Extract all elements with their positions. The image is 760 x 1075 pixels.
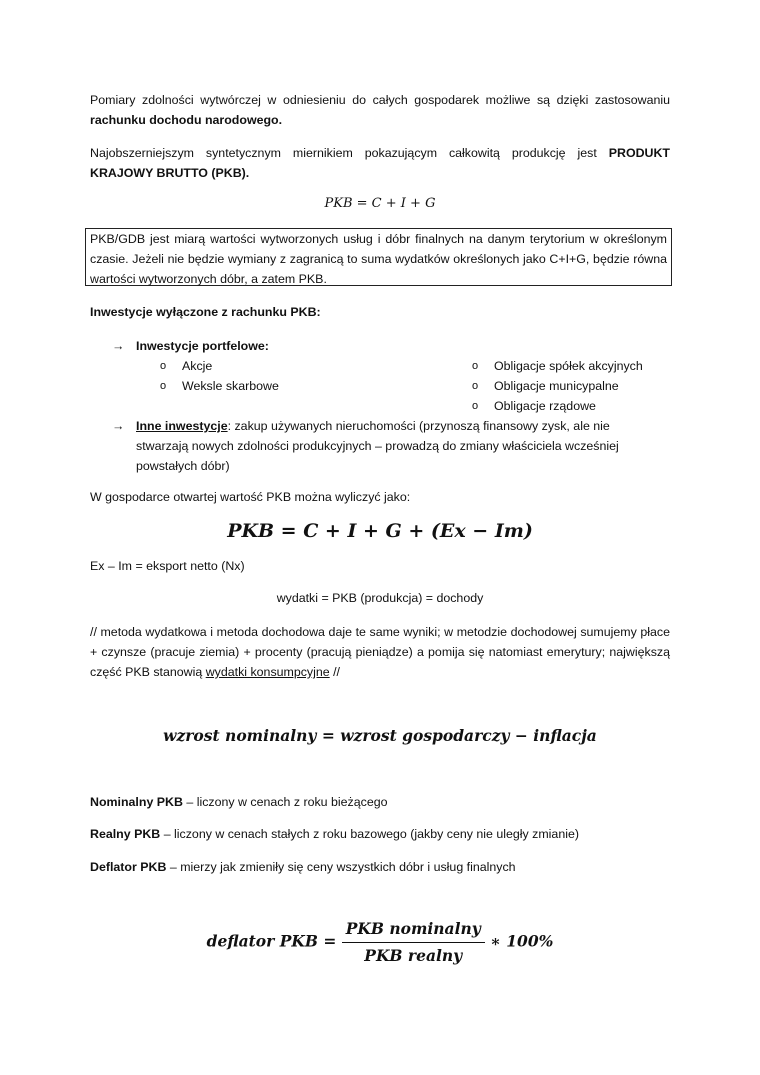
comment-text: // metoda wydatkowa i metoda dochodowa daje te same wyniki; w metodzie dochodowej sumujemy płace + czynsze (pracuje ziemia) + procenty (pracują pieniądze) a pomija się natomiast emerytury; największą część PKB stanowią [90, 625, 670, 679]
arrow-icon: → [112, 339, 125, 353]
other-investments-text: : zakup używanych nieruchomości (przynoszą finansowy zysk, ale nie stwarzają nowych zdolności produkcyjnych – prowadzą do zmiany właściciela wcześniej powstałych dóbr) [136, 419, 619, 473]
bullet-icon: o [160, 360, 167, 372]
portfolio-item-weksle: Weksle skarbowe [182, 379, 279, 393]
formula-deflator [90, 918, 670, 967]
other-investments [136, 416, 656, 476]
paragraph-intro [90, 90, 670, 130]
deflator-rhs: ∗ 100% [490, 931, 554, 951]
comment-underlined: wydatki konsumpcyjne [205, 665, 330, 679]
bullet-icon: o [472, 380, 479, 392]
definition-real: Realny PKB – liczony w cenach stałych z roku bazowego (jakby ceny nie uległy zmianie) [90, 827, 579, 841]
intro-bold: rachunku dochodu narodowego. [90, 113, 283, 127]
deflator-denominator: PKB realny [364, 946, 463, 965]
pkb-def-text: Najobszerniejszym syntetycznym miernikiem pokazującym całkowitą produkcję jest [90, 146, 609, 160]
portfolio-item-obligacje-rzadowe: Obligacje rządowe [494, 399, 596, 413]
portfolio-item-obligacje-spolek: Obligacje spółek akcyjnych [494, 359, 643, 373]
net-export-text: Ex – Im = eksport netto (Nx) [90, 559, 245, 573]
portfolio-heading: Inwestycje portfelowe: [136, 339, 269, 353]
portfolio-item-obligacje-municypalne: Obligacje municypalne [494, 379, 619, 393]
formula-open-economy: PKB = C + I + G + (Ex − Im) [227, 520, 533, 542]
bullet-icon: o [472, 400, 479, 412]
formula-growth: wzrost nominalny = wzrost gospodarczy − inflacja [163, 726, 597, 745]
definition-nominal: Nominalny PKB – liczony w cenach z roku bieżącego [90, 795, 388, 809]
comment-end: // [329, 665, 340, 679]
definition-box [85, 228, 672, 286]
deflator-numerator: PKB nominalny [342, 918, 485, 943]
formula-basic: PKB = C + I + G [324, 196, 436, 211]
intro-text: Pomiary zdolności wytwórczej w odniesieniu do całych gospodarek możliwe są dzięki zastosowaniu [90, 93, 670, 107]
excluded-heading: Inwestycje wyłączone z rachunku PKB: [90, 305, 321, 319]
arrow-icon: → [112, 419, 125, 433]
pkb-def-bold: PRODUKT KRAJOWY BRUTTO (PKB). [90, 146, 670, 180]
paragraph-pkb-definition [90, 143, 670, 183]
comment-paragraph [90, 622, 670, 682]
deflator-lhs: deflator PKB = [206, 931, 337, 951]
identity-text: wydatki = PKB (produkcja) = dochody [276, 591, 484, 605]
portfolio-item-akcje: Akcje [182, 359, 213, 373]
bullet-icon: o [472, 360, 479, 372]
bullet-icon: o [160, 380, 167, 392]
open-economy-text: W gospodarce otwartej wartość PKB można wyliczyć jako: [90, 490, 411, 504]
deflator-fraction [342, 918, 485, 967]
other-investments-label: Inne inwestycje [136, 419, 228, 433]
definition-deflator: Deflator PKB – mierzy jak zmieniły się ceny wszystkich dóbr i usług finalnych [90, 860, 516, 874]
definition-box-text: PKB/GDB jest miarą wartości wytworzonych usług i dóbr finalnych na danym terytorium w określonym czasie. Jeżeli nie będzie wymiany z zagranicą to suma wydatków określonych jako C+I+G, będzie równa wartości wytworzonych dóbr, a zatem PKB. [90, 232, 667, 286]
